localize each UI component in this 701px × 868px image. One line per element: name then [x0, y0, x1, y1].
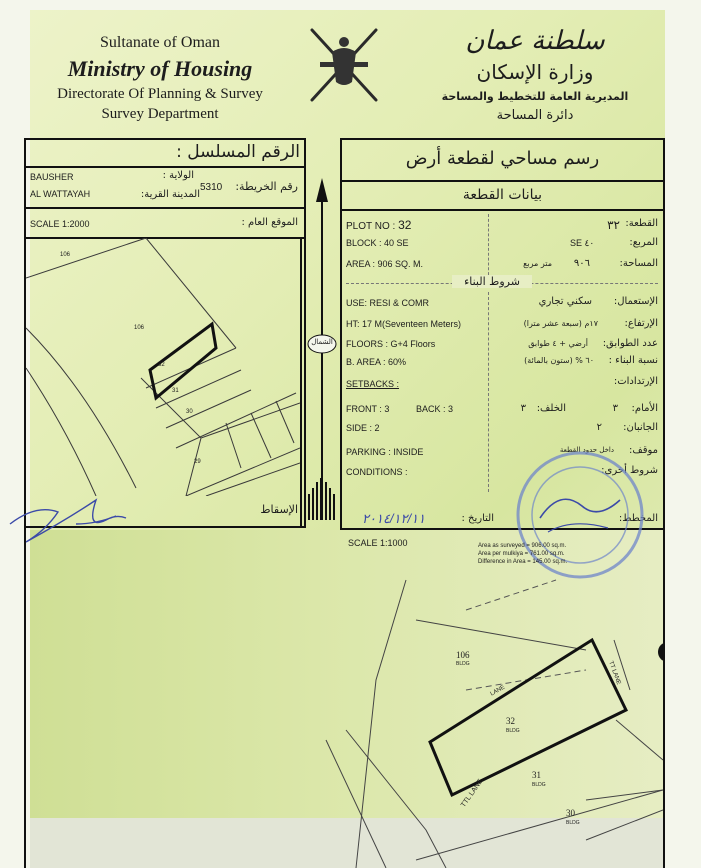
header-en-line3: Directorate Of Planning & Survey [57, 86, 263, 102]
site-label: BLDG [532, 782, 546, 788]
area-surveyed: Area as surveyed = 906.00 sq.m. [478, 543, 567, 549]
height-label: HT: 17 M(Seventeen Meters) [346, 319, 462, 329]
building-conditions-heading: شروط البناء [452, 275, 532, 288]
ar-front-label: الأمام: [631, 403, 658, 414]
conditions-label: CONDITIONS : [346, 467, 408, 477]
site-label: TTL LANE [460, 778, 485, 809]
map-number-label: رقم الخريطة: [235, 180, 298, 193]
north-arrow-icon [305, 178, 339, 522]
site-label: 32 [506, 716, 515, 726]
back-label: BACK : 3 [416, 404, 454, 414]
wilayat-label: الولاية : [162, 170, 194, 181]
use-label: USE: RESI & COMR [346, 298, 430, 308]
ar-area-label: المساحة: [619, 258, 658, 269]
divider [340, 209, 665, 211]
side-label: SIDE : 2 [346, 423, 380, 433]
header-ar-line3: المديرية العامة للتخطيط والمساحة [441, 90, 629, 103]
area-label: AREA : [346, 259, 376, 269]
header-en-line2: Ministry of Housing [67, 56, 253, 81]
divider [663, 528, 665, 868]
map-number-value: 5310 [200, 182, 223, 193]
projection-label: الإسقاط [260, 503, 298, 516]
ar-building-area-label: نسبة البناء : [608, 355, 658, 366]
site-label: 30 [566, 808, 575, 818]
header-ar-line4: دائرة المساحة [496, 108, 574, 123]
plot-label: 29 [194, 459, 201, 465]
serial-number-label: الرقم المسلسل : [176, 142, 300, 162]
village-value: AL WATTAYAH [30, 189, 91, 199]
ar-block-value: SE ٤٠ [570, 238, 595, 248]
ar-use-value: سكني تجاري [538, 296, 592, 307]
block-label: BLOCK : [346, 238, 382, 248]
ar-area-value: ٩٠٦ [573, 258, 590, 269]
plot-label: 30 [186, 409, 193, 415]
ar-setbacks-label: الإرتدادات: [613, 376, 658, 387]
ar-side-value: ٢ [596, 422, 602, 433]
surveyor-label: المخطط: [618, 513, 658, 524]
divider [488, 214, 489, 280]
block [346, 238, 409, 248]
site-label: BLDG [506, 728, 520, 734]
site-label: TT LANE [607, 660, 622, 686]
plot-number [346, 218, 411, 232]
header-en-line4: Survey Department [101, 106, 219, 122]
site-label: BLDG [456, 661, 470, 667]
site-label: LANE [489, 684, 507, 698]
ar-height-value: ١٧م (سبعة عشر مترا) [523, 319, 598, 328]
area-value: 906 SQ. M. [377, 259, 424, 269]
plot-label: 106 [134, 325, 145, 331]
floors-label: FLOORS : G+4 Floors [346, 339, 436, 349]
divider [300, 237, 302, 528]
header-ar-line1: سلطنة عمان [465, 26, 605, 56]
ar-height-label: الإرتفاع: [624, 318, 658, 329]
ar-side-label: الجانبان: [623, 422, 658, 433]
site-label: 106 [456, 650, 470, 660]
plot-label: 32 [158, 362, 165, 368]
site-label: BLDG [566, 820, 580, 826]
north-label: الشمال [311, 338, 333, 346]
plot-label: 106 [60, 252, 71, 258]
ar-use-label: الإستعمال: [613, 296, 658, 307]
area [346, 259, 423, 269]
lower-scale-label: SCALE 1:1000 [348, 538, 408, 548]
ar-building-area-value: ٦٠ % (ستون بالمائة) [524, 356, 594, 365]
ar-conditions-label: شروط أخرى: [601, 465, 658, 476]
divider [340, 180, 665, 182]
front-label: FRONT : 3 [346, 404, 390, 414]
ar-plot-value: ٣٢ [607, 218, 620, 232]
left-scale-label: SCALE 1:2000 [30, 219, 90, 229]
header-en-line1: Sultanate of Oman [100, 34, 220, 51]
plot-data-heading: بيانات القطعة [462, 187, 543, 203]
ar-parking-label: موقف: [628, 445, 658, 456]
area-difference: Difference in Area = 145.00 sq.m. [478, 559, 568, 565]
date-value: ٢٠١٤/١٢/١١ [362, 511, 426, 526]
ar-back-value: ٣ [520, 403, 526, 414]
header-ar-line2: وزارة الإسكان [476, 60, 594, 84]
block-value: 40 SE [384, 238, 409, 248]
divider [24, 207, 306, 209]
area-mulkiya: Area per mulkiya = 761.00 sq.m. [478, 551, 565, 557]
ar-floors-value: أرضي + ٤ طوابق [528, 339, 588, 348]
divider [24, 166, 306, 168]
ar-area-unit: متر مربع [523, 259, 552, 268]
general-location-label: الموقع العام : [241, 217, 298, 228]
parking-label: PARKING : INSIDE [346, 447, 424, 457]
setbacks-label: SETBACKS : [346, 379, 400, 389]
ar-back-label: الخلف: [536, 403, 566, 414]
ar-block-label: المربع: [629, 237, 658, 248]
village-label: المدينة القرية: [140, 189, 200, 200]
building-area-label: B. AREA : 60% [346, 357, 407, 367]
divider [488, 292, 489, 492]
site-label: 31 [532, 770, 541, 780]
wilayat-value: BAUSHER [30, 172, 74, 182]
plot-number-label: PLOT NO : [346, 221, 396, 232]
document-title: رسم مساحي لقطعة أرض [405, 148, 600, 169]
ar-parking-value: داخل حدود القطعة [559, 446, 614, 454]
ar-floors-label: عدد الطوابق: [602, 338, 658, 349]
oman-emblem-icon [302, 22, 386, 108]
date-label: التاريخ : [461, 513, 494, 524]
ar-plot-label: القطعة: [625, 218, 658, 229]
plot-label: 31 [172, 388, 179, 394]
ar-front-value: ٣ [612, 403, 618, 414]
plot-number-value: 32 [398, 218, 412, 232]
